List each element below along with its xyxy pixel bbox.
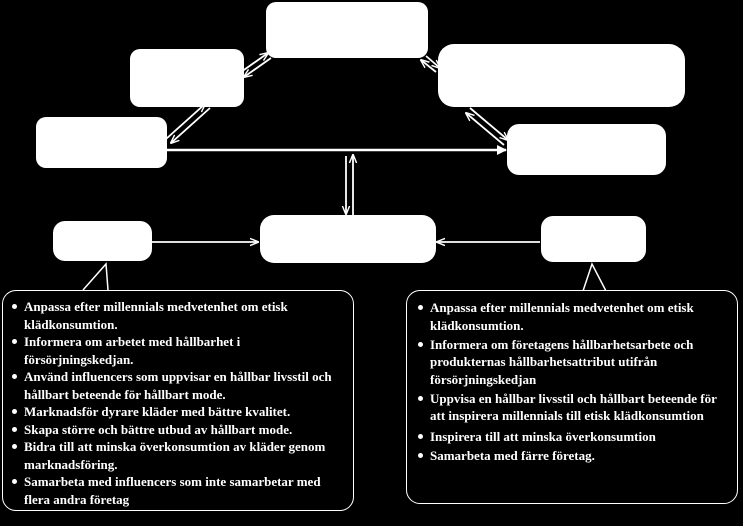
list-item: Bidra till att minska överkonsumtion av kläder genom marknadsföring. — [12, 438, 347, 473]
list-item: Informera om arbetet med hållbarhet i försörjningskedjan. — [12, 333, 347, 368]
node-top — [266, 2, 428, 58]
node-bottom-left — [53, 221, 152, 261]
node-center — [260, 215, 436, 263]
callout-right — [406, 290, 738, 504]
node-bottom-right — [541, 216, 646, 262]
arrow-midleft-to-upperleft — [166, 104, 205, 139]
node-mid-left — [36, 117, 167, 168]
list-item: Anpassa efter millennials medvetenhet om etisk klädkonsumtion. — [12, 298, 347, 333]
list-item: Marknadsför dyrare kläder med bättre kvalitet. — [12, 403, 347, 421]
list-item: Inspirera till att minska överkonsumtion — [418, 428, 731, 446]
list-item: Uppvisa en hållbar livsstil och hållbart beteende för att inspirera millennials till etisk klädkonsumtion — [418, 390, 731, 425]
callout-pointer-left — [83, 264, 108, 290]
list-item: Samarbeta med influencers som inte samarbetar med flera andra företag — [12, 473, 347, 508]
arrow-upperright-to-midright — [470, 108, 508, 140]
list-item: Informera om företagens hållbarhetsarbete och produkternas hållbarhetsattribut utifrån försörjningskedjan — [418, 336, 731, 389]
arrow-midright-to-upperright — [466, 113, 504, 145]
callout-left — [2, 290, 354, 511]
node-mid-right — [507, 124, 666, 175]
list-item: Samarbeta med färre företag. — [418, 447, 731, 465]
list-item: Använd influencers som uppvisar en hållbar livsstil och hållbart beteende för hållbart mode. — [12, 368, 347, 403]
node-upper-left — [130, 49, 244, 107]
callout-left-list — [12, 298, 347, 508]
arrow-upperleft-to-midleft — [171, 108, 210, 143]
node-upper-right — [438, 44, 685, 107]
list-item: Anpassa efter millennials medvetenhet om etisk klädkonsumtion. — [418, 299, 731, 334]
list-item: Skapa större och bättre utbud av hållbart mode. — [12, 421, 347, 439]
callout-pointer-right — [583, 264, 606, 291]
callout-right-list — [418, 299, 731, 465]
